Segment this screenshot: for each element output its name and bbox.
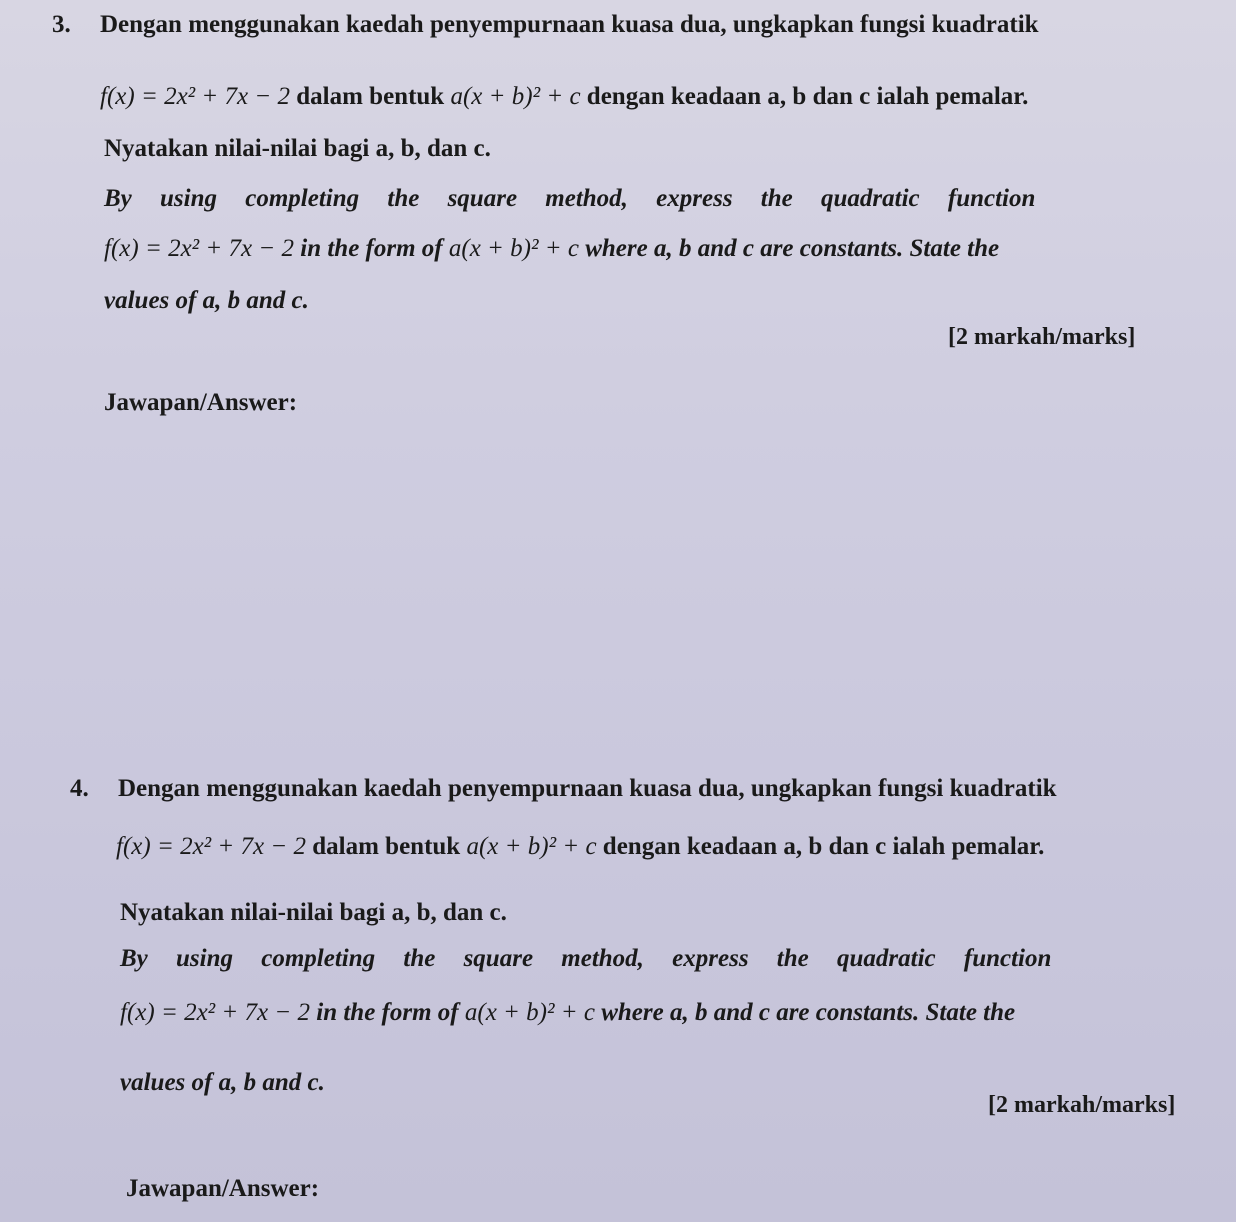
question-3-malay-line-3: Nyatakan nilai-nilai bagi a, b, dan c. [104, 135, 491, 162]
function-expression: f(x) = 2x² + 7x − 2 [100, 83, 290, 110]
question-3-number: 3. [52, 11, 71, 38]
question-3-marks: [2 markah/marks] [948, 324, 1136, 350]
question-4-english-line-3: values of a, b and c. [120, 1069, 325, 1096]
question-3-malay-line-2: f(x) = 2x² + 7x − 2 dalam bentuk a(x + b)² + c dengan keadaan a, b dan c ialah pemalar. [100, 83, 1029, 110]
vertex-form-expression: a(x + b)² + c [450, 83, 581, 110]
question-4-english-line-1: By using completing the square method, express the quadratic function [120, 945, 1052, 972]
question-4-malay-line-3: Nyatakan nilai-nilai bagi a, b, dan c. [120, 899, 507, 926]
question-3-english-line-3: values of a, b and c. [104, 287, 309, 314]
question-4-marks: [2 markah/marks] [988, 1092, 1176, 1118]
question-3-english-line-1: By using completing the square method, express the quadratic function [104, 185, 1036, 212]
question-4-number: 4. [70, 775, 89, 802]
question-3-answer-label: Jawapan/Answer: [104, 389, 298, 416]
question-4-malay-line-1: 4. Dengan menggunakan kaedah penyempurnaan kuasa dua, ungkapkan fungsi kuadratik [70, 775, 1057, 802]
question-4-english-line-2: f(x) = 2x² + 7x − 2 in the form of a(x + b)² + c where a, b and c are constants. State the [120, 999, 1016, 1026]
question-3-malay-line-1: 3. Dengan menggunakan kaedah penyempurnaan kuasa dua, ungkapkan fungsi kuadratik [52, 11, 1039, 38]
question-4-malay-line-2: f(x) = 2x² + 7x − 2 dalam bentuk a(x + b)² + c dengan keadaan a, b dan c ialah pemalar. [116, 833, 1045, 860]
question-4-answer-label: Jawapan/Answer: [126, 1175, 320, 1202]
question-3-english-line-2: f(x) = 2x² + 7x − 2 in the form of a(x + b)² + c where a, b and c are constants. State the [104, 235, 1000, 262]
